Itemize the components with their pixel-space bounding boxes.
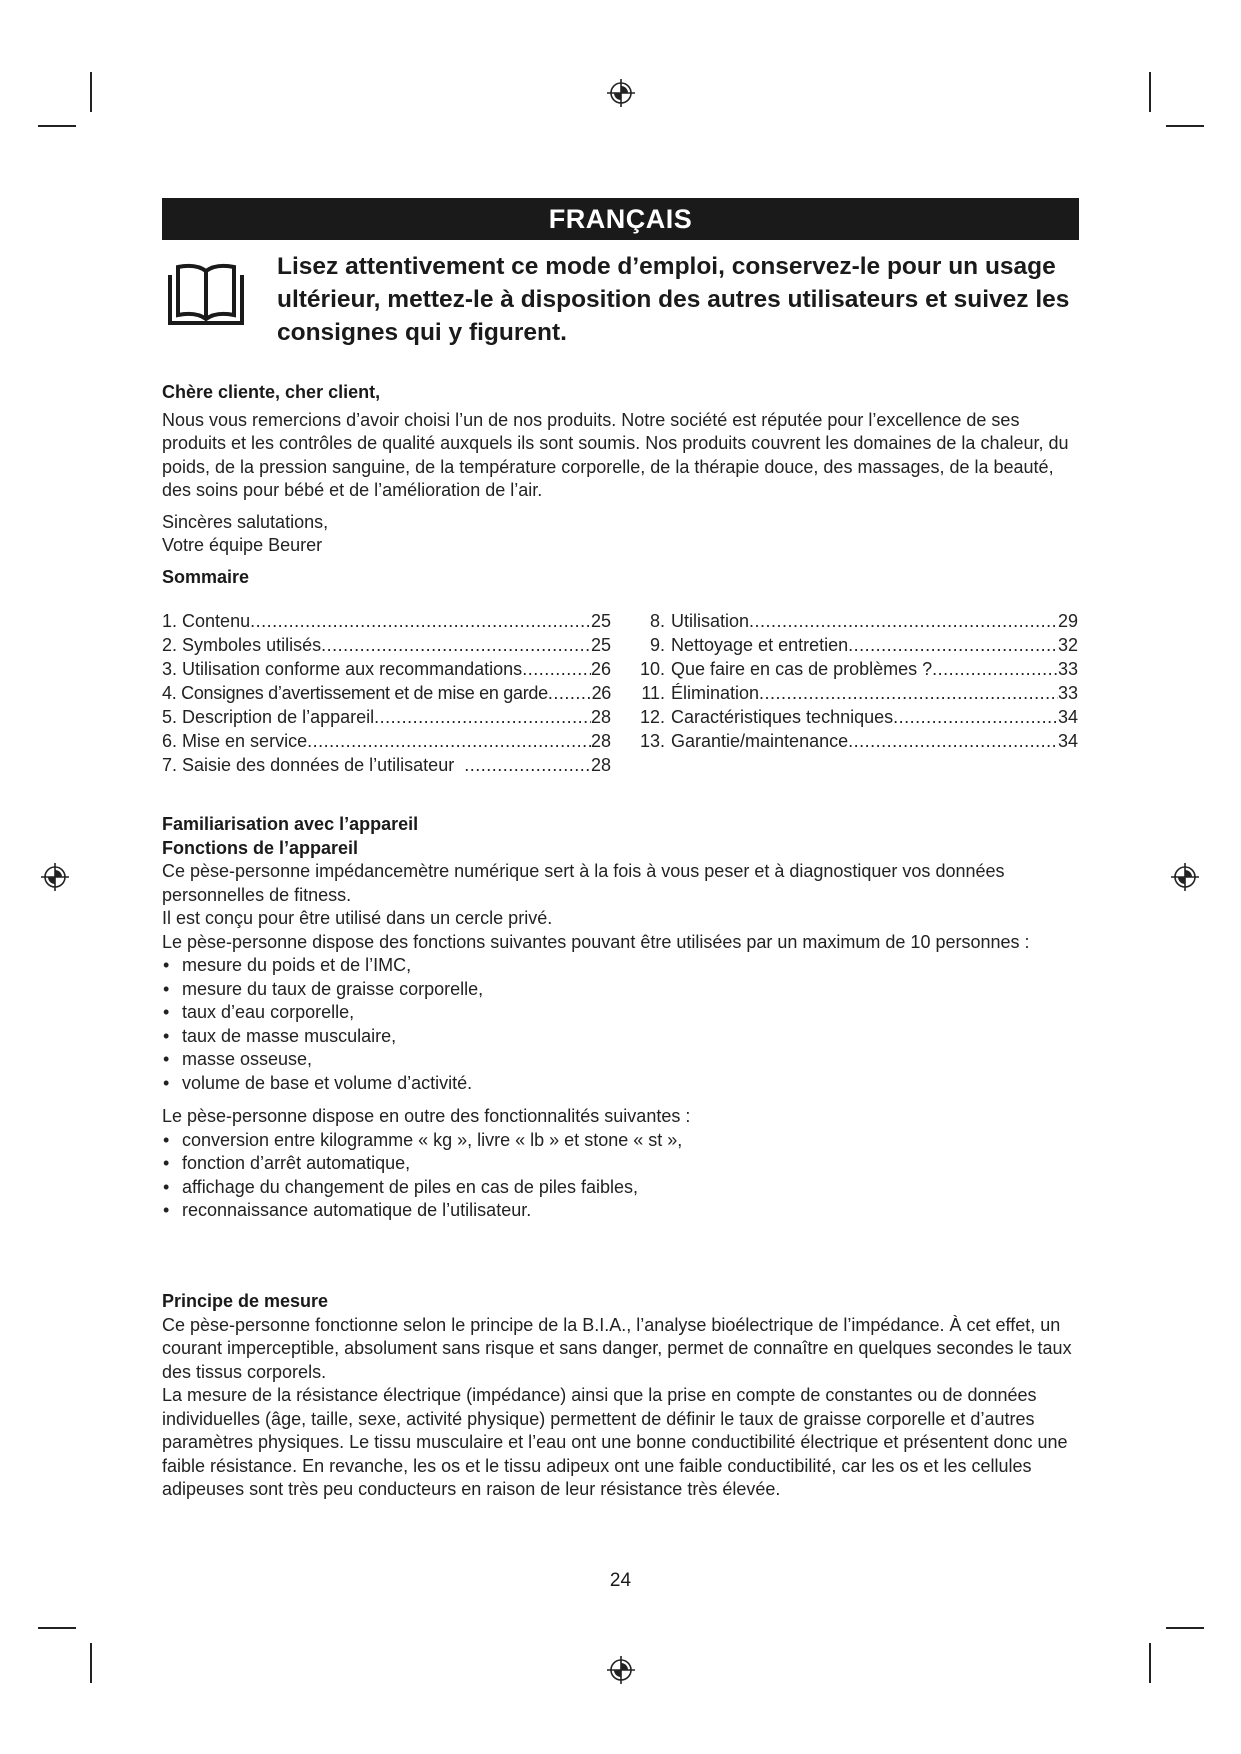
crop-mark — [1149, 1643, 1151, 1683]
list-item: • fonction d’arrêt automatique, — [162, 1152, 1082, 1176]
intro-warning: Lisez attentivement ce mode d’emploi, conservez-le pour un usage ultérieur, mettez-le à disposition des autres utilisateurs et suivez les consignes qui y figurent. — [277, 253, 1070, 346]
greeting-text: Nous vous remercions d’avoir choisi l’un de nos produits. Notre société est réputée pour l’excellence de ses produits et les contrôles de qualité auxquels ils sont soumis. Nos produits couvrent les domaines de la chaleur, du poids, de la pression sanguine, de la température corporelle, de la thérapie douce, des massages, de la beauté, des soins pour bébé et de l’amélioration de l’air. — [162, 409, 1069, 500]
crop-mark — [38, 125, 76, 127]
list-item: • conversion entre kilogramme « kg », livre « lb » et stone « st », — [162, 1129, 1082, 1153]
language-title: FRANÇAIS — [548, 203, 693, 234]
toc-entry[interactable]: 9. Nettoyage et entretien ..... 32 — [635, 633, 1078, 657]
language-header — [162, 198, 1079, 240]
crop-mark — [1166, 1627, 1204, 1629]
features-intro: Le pèse-personne dispose en outre des fonctionnalités suivantes : — [162, 1106, 691, 1126]
toc-entry[interactable]: 8. Utilisation ..... 29 — [635, 609, 1078, 633]
toc-entry[interactable]: 11. Élimination ..... 33 — [635, 681, 1078, 705]
functions-heading: Fonctions de l’appareil — [162, 837, 359, 858]
registration-mark-icon — [606, 78, 636, 108]
list-item: • mesure du poids et de l’IMC, — [162, 954, 1082, 978]
list-item: • reconnaissance automatique de l’utilisateur. — [162, 1199, 1082, 1223]
principle-heading: Principe de mesure — [162, 1291, 329, 1311]
greeting-heading: Chère cliente, cher client, — [162, 382, 381, 402]
crop-mark — [38, 1627, 76, 1629]
toc-entry[interactable]: 13. Garantie/maintenance ..... 34 — [635, 729, 1078, 753]
toc-entry[interactable]: 10. Que faire en cas de problèmes ? ..... 33 — [635, 657, 1078, 681]
principle-section — [162, 1290, 1082, 1502]
toc-entry[interactable]: 6. Mise en service ..... 28 — [162, 729, 611, 753]
principle-para-1: Ce pèse-personne fonctionne selon le principe de la B.I.A., l’analyse bioélectrique de l’impédance. À cet effet, un courant imperceptible, absolument sans risque et sans danger, permet de connaître en quelques secondes le taux des tissus corporels. — [162, 1314, 1072, 1382]
list-item: • masse osseuse, — [162, 1048, 1082, 1072]
crop-mark — [1149, 72, 1151, 112]
familiarisation-heading: Familiarisation avec l’appareil — [162, 814, 419, 834]
crop-mark — [90, 1643, 92, 1683]
toc-entry[interactable]: 12. Caractéristiques techniques ..... 34 — [635, 705, 1078, 729]
principle-para-2: La mesure de la résistance électrique (impédance) ainsi que la prise en compte de constantes ou de données individuelles (âge, taille, sexe, activité physique) permettent de définir le taux de graisse corporelle et d’autres paramètres physiques. Le tissu musculaire et l’eau ont une bonne conductibilité électrique et présentent donc une faible résistance. En revanche, les os et le tissu adipeux ont une faible conductibilité, car les os et les cellules adipeuses sont très peu conducteurs en raison de leur résistance très élevée. — [162, 1385, 1068, 1499]
toc-left-column — [162, 609, 611, 777]
greeting-closing-2: Votre équipe Beurer — [162, 535, 323, 555]
functions-para-2: Il est conçu pour être utilisé dans un cercle privé. — [162, 908, 553, 928]
book-icon — [166, 257, 246, 327]
toc-entry[interactable]: 4. Consignes d’avertissement et de mise en garde ..... 26 — [162, 681, 611, 705]
toc-entry[interactable]: 1. Contenu ..... 25 — [162, 609, 611, 633]
toc-heading: Sommaire — [162, 566, 250, 587]
functions-para-3: Le pèse-personne dispose des fonctions suivantes pouvant être utilisées par un maximum de 10 personnes : — [162, 931, 1030, 952]
crop-mark — [90, 72, 92, 112]
toc-entry[interactable]: 5. Description de l’appareil ..... 28 — [162, 705, 611, 729]
toc-entry[interactable]: 3. Utilisation conforme aux recommandations ..... 26 — [162, 657, 611, 681]
greeting-closing-1: Sincères salutations, — [162, 511, 329, 532]
functions-para-1: Ce pèse-personne impédancemètre numérique sert à la fois à vous peser et à diagnostiquer vos données personnelles de fitness. — [162, 861, 1005, 905]
list-item: • volume de base et volume d’activité. — [162, 1072, 1082, 1096]
familiarisation-section — [162, 813, 1082, 1223]
list-item: • affichage du changement de piles en cas de piles faibles, — [162, 1176, 1082, 1200]
list-item: • taux de masse musculaire, — [162, 1025, 1082, 1049]
toc-right-column — [635, 609, 1078, 753]
registration-mark-icon — [606, 1655, 636, 1685]
registration-mark-icon — [40, 862, 70, 892]
registration-mark-icon — [1170, 862, 1200, 892]
crop-mark — [1166, 125, 1204, 127]
list-item: • mesure du taux de graisse corporelle, — [162, 978, 1082, 1002]
list-item: • taux d’eau corporelle, — [162, 1001, 1082, 1025]
page-number: 24 — [609, 1570, 632, 1591]
toc-entry[interactable]: 7. Saisie des données de l’utilisateur ..... 28 — [162, 753, 611, 777]
toc-entry[interactable]: 2. Symboles utilisés ..... 25 — [162, 633, 611, 657]
features-list — [162, 1129, 1082, 1223]
functions-list — [162, 954, 1082, 1095]
main-content — [162, 381, 1082, 589]
